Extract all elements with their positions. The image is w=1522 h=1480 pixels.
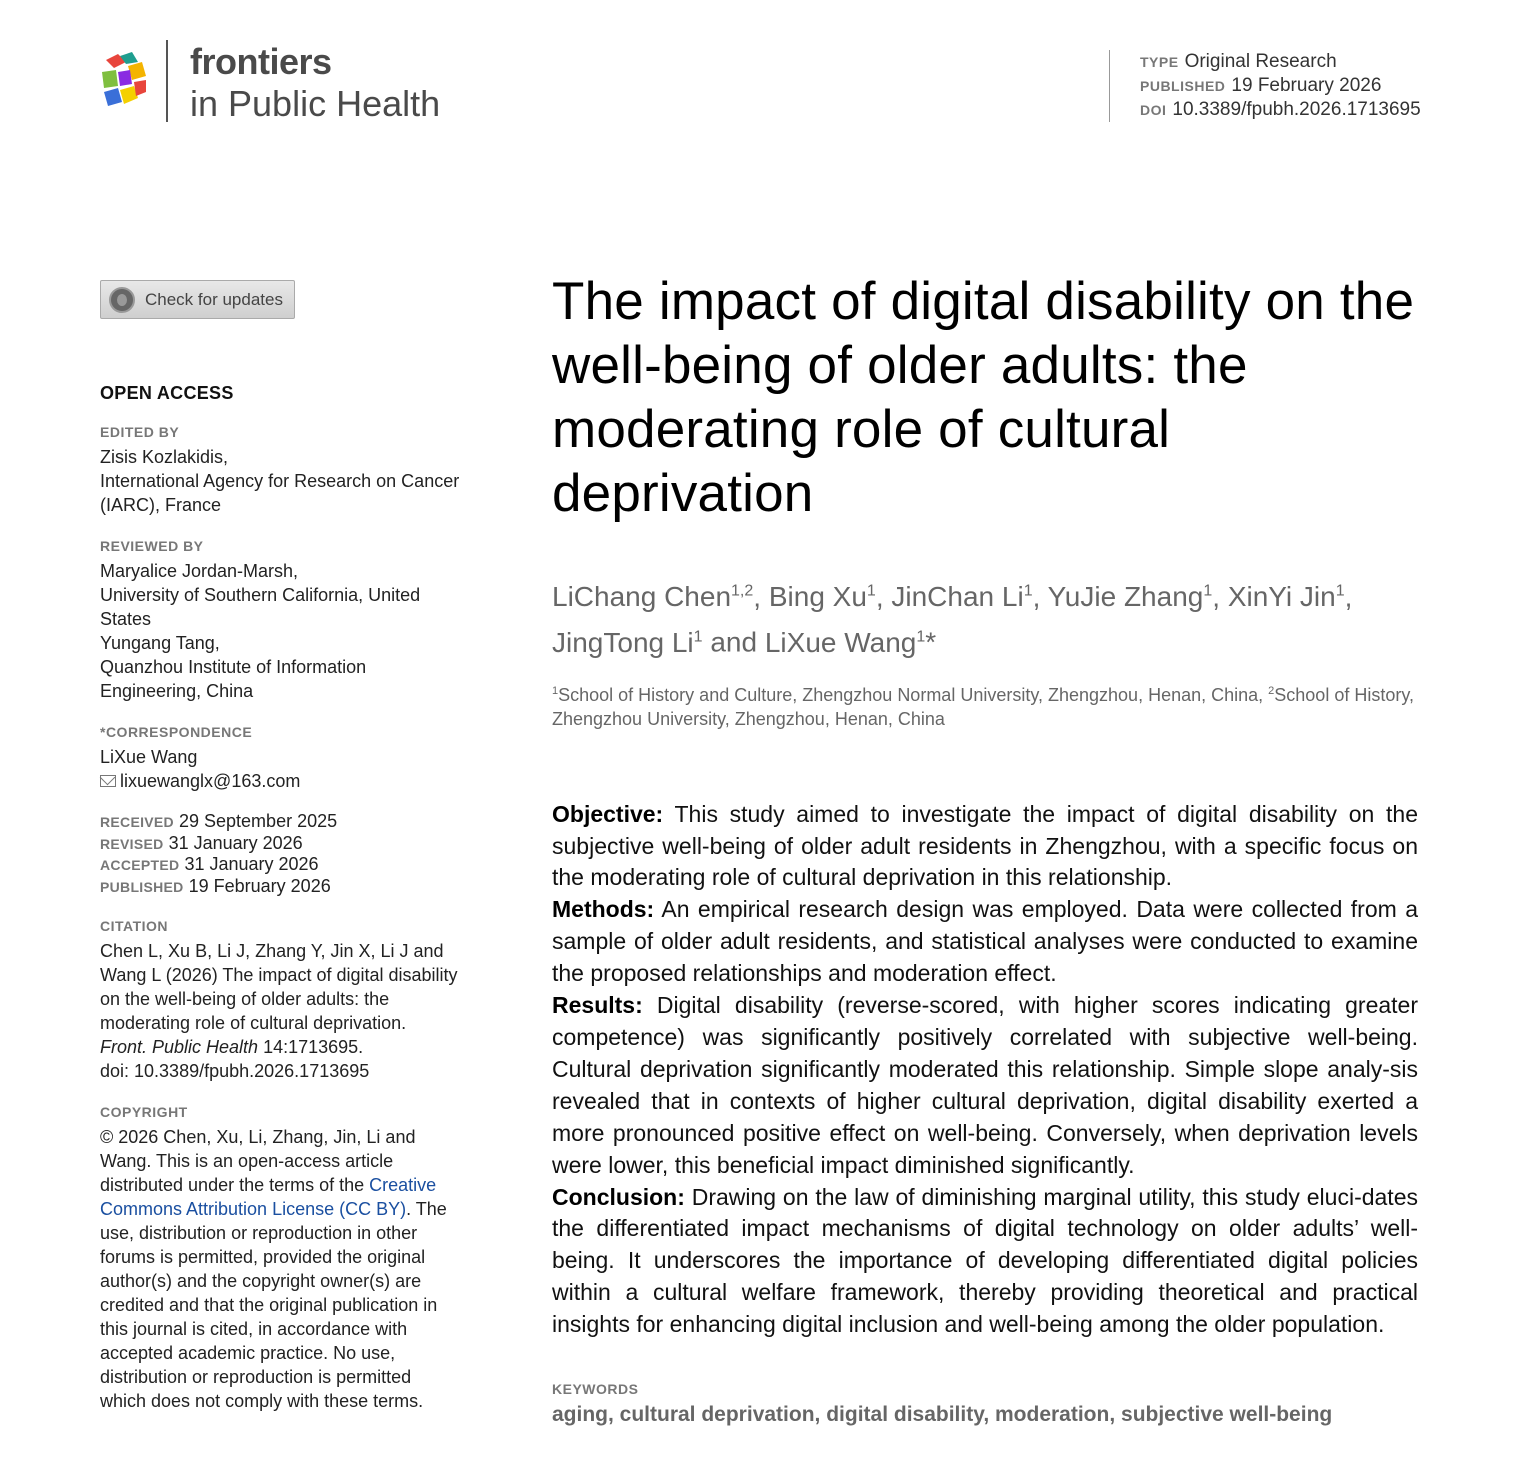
- author[interactable]: [891, 581, 1032, 612]
- author-affil-sup: 1: [1023, 583, 1033, 600]
- type-row: [1140, 50, 1509, 74]
- date-value: 19 February 2026: [188, 875, 331, 896]
- author-name: LiChang Chen: [552, 581, 732, 613]
- doi-value[interactable]: 10.3389/fpubh.2026.1713695: [1172, 99, 1421, 120]
- doi-label: DOI: [1140, 102, 1167, 118]
- affil-text: School of History, Zhengzhou University, Zhengzhou, Henan, China: [552, 684, 1415, 729]
- published-label: PUBLISHED: [1140, 78, 1226, 94]
- check-for-updates-button[interactable]: [100, 280, 295, 319]
- correspondence-name: LiXue Wang: [100, 747, 198, 767]
- type-value: Original Research: [1184, 51, 1337, 72]
- copyright-text-rest: . The use, distribution or reproduction in other forums is permitted, provided the original author(s) and the copyright owner(s) are credited and that the original publication in this journal is cited, in accordance with accepted academic practice. No use, distribution or reproduction is permitted which does not comply with these terms.: [100, 1199, 447, 1411]
- author[interactable]: [552, 627, 703, 658]
- reviewer-affiliation: Quanzhou Institute of Information Engineering, China: [100, 657, 367, 701]
- published-value: 19 February 2026: [1231, 75, 1382, 96]
- author[interactable]: [769, 581, 876, 612]
- article-meta: [1109, 50, 1509, 122]
- author-name: JingTong Li: [552, 626, 694, 658]
- abstract-heading: Conclusion:: [552, 1183, 685, 1210]
- abstract-heading: Methods:: [552, 896, 655, 923]
- logo-divider: [166, 40, 168, 122]
- date-row: [100, 876, 460, 898]
- sidebar: [100, 280, 460, 1413]
- abstract-body: An empirical research design was employed. Data were collected from a sample of older adult residents, and statistical analyses were conducted to examine the proposed relationships and moderation effect.: [552, 896, 1418, 987]
- edited-by: [100, 445, 460, 517]
- abstract-body: This study aimed to investigate the impact of digital disability on the subjective well-being of older adult residents in Zhengzhou, with a specific focus on the moderating role of cultural deprivation in this relationship.: [552, 800, 1418, 891]
- author-name: XinYi Jin: [1227, 581, 1336, 613]
- correspondence-email[interactable]: lixuewanglx@163.com: [120, 771, 301, 791]
- correspondence: [100, 745, 460, 793]
- abstract-methods: [552, 894, 1418, 990]
- citation: [100, 939, 460, 1083]
- date-row: [100, 854, 460, 876]
- date-value: 31 January 2026: [168, 832, 303, 853]
- affil-text: School of History and Culture, Zhengzhou Normal University, Zhengzhou, Henan, China,: [558, 684, 1269, 705]
- author[interactable]: [765, 627, 925, 658]
- edited-by-label: EDITED BY: [100, 424, 180, 440]
- author-sep: ,: [1212, 581, 1228, 613]
- affiliations: [552, 679, 1418, 731]
- crossmark-icon: [109, 287, 135, 313]
- abstract-results: [552, 990, 1418, 1181]
- author-sep: and: [702, 626, 765, 658]
- author-name: LiXue Wang: [764, 626, 917, 658]
- article-dates: [100, 811, 460, 897]
- open-access-label: OPEN ACCESS: [100, 383, 234, 403]
- author-sep: ,: [875, 581, 892, 613]
- author-sep: ,: [753, 581, 769, 613]
- author-list: [552, 572, 1418, 663]
- author-sep: ,: [1032, 581, 1048, 613]
- abstract-conclusion: [552, 1182, 1418, 1342]
- author-sep: ,: [1344, 581, 1353, 613]
- editor-affiliation: International Agency for Research on Cancer (IARC), France: [100, 471, 460, 515]
- check-for-updates-label: Check for updates: [145, 289, 283, 309]
- author[interactable]: [552, 581, 753, 612]
- author-affil-sup: 1: [866, 583, 876, 600]
- keywords: aging, cultural deprivation, digital disability, moderation, subjective well-being: [552, 1403, 1333, 1427]
- author[interactable]: [1048, 581, 1213, 612]
- keywords-label: KEYWORDS: [552, 1381, 639, 1398]
- frontiers-cube-icon: [100, 52, 148, 110]
- abstract-heading: Objective:: [552, 800, 664, 827]
- author-name: Bing Xu: [768, 581, 867, 613]
- reviewer-name: Maryalice Jordan-Marsh,: [100, 561, 299, 581]
- reviewer-name: Yungang Tang,: [100, 633, 220, 653]
- author-name: YuJie Zhang: [1047, 581, 1204, 613]
- citation-label: CITATION: [100, 918, 169, 934]
- published-row: [1140, 74, 1509, 98]
- reviewer-affiliation: University of Southern California, United States: [100, 585, 421, 629]
- abstract-body: Drawing on the law of diminishing marginal utility, this study eluci-dates the differentiated impact mechanisms of digital technology on older adults’ well-being. It underscores the importance of developing differentiated digital policies within a cultural welfare framework, thereby providing theoretical and practical insights for enhancing digital inclusion and well-being among the older population.: [552, 1183, 1418, 1338]
- citation-journal: Front. Public Health: [100, 1037, 259, 1057]
- editor-name: Zisis Kozlakidis,: [100, 447, 229, 467]
- date-label: REVISED: [100, 835, 164, 852]
- author-affil-sup: 1: [693, 628, 703, 646]
- copyright-label: COPYRIGHT: [100, 1104, 188, 1120]
- affil-sup: 1: [552, 684, 559, 697]
- corresponding-marker: *: [925, 626, 937, 658]
- article-main: [552, 270, 1418, 1427]
- reviewed-by-label: REVIEWED BY: [100, 538, 204, 554]
- author-affil-sup: 1: [1203, 583, 1213, 600]
- citation-volume: 14:1713695.: [258, 1037, 364, 1057]
- correspondence-email-row[interactable]: [100, 769, 460, 793]
- author-affil-sup: 1: [1335, 583, 1345, 600]
- abstract-heading: Results:: [552, 992, 643, 1019]
- copyright: [100, 1125, 460, 1413]
- citation-doi[interactable]: doi: 10.3389/fpubh.2026.1713695: [100, 1061, 370, 1081]
- author-name: JinChan Li: [891, 581, 1024, 613]
- author[interactable]: [1228, 581, 1345, 612]
- author-affil-sup: 1: [916, 628, 926, 646]
- correspondence-label: *CORRESPONDENCE: [100, 724, 253, 740]
- date-value: 29 September 2025: [179, 811, 338, 831]
- date-row: [100, 833, 460, 855]
- affil-sup: 2: [1268, 684, 1275, 697]
- date-value: 31 January 2026: [184, 854, 319, 874]
- abstract-body: Digital disability (reverse-scored, with higher scores indicating greater competence) was significantly positively correlated with subjective well-being. Cultural deprivation significantly moderated this relationship. Simple slope analy-sis revealed that in contexts of higher cultural deprivation, digital disability exerted a more pronounced positive effect on well-being. Conversely, when deprivation levels were lower, this beneficial impact diminished significantly.: [552, 992, 1418, 1178]
- citation-text: Chen L, Xu B, Li J, Zhang Y, Jin X, Li J and Wang L (2026) The impact of digital disability on the well-being of older adults: the moderating role of cultural deprivation.: [100, 941, 458, 1033]
- journal-name: frontiers: [190, 41, 332, 82]
- mail-icon: [100, 775, 116, 787]
- date-label: RECEIVED: [100, 814, 174, 830]
- article-title: The impact of digital disability on the well-being of older adults: the moderating role of cultural deprivation: [552, 272, 1415, 523]
- copyright-text: © 2026 Chen, Xu, Li, Zhang, Jin, Li and Wang. This is an open-access article distributed under the terms of the: [100, 1127, 416, 1195]
- abstract: [552, 799, 1418, 1341]
- date-label: PUBLISHED: [100, 878, 184, 895]
- journal-logo[interactable]: [100, 40, 460, 124]
- cc-by-license-link[interactable]: Creative Commons Attribution License (CC BY): [100, 1175, 437, 1219]
- journal-subtitle: in Public Health: [190, 83, 441, 124]
- date-row: [100, 811, 460, 833]
- date-label: ACCEPTED: [100, 857, 180, 873]
- author-affil-sup: 1,2: [731, 583, 754, 600]
- doi-row: [1140, 98, 1509, 122]
- abstract-objective: [552, 799, 1418, 895]
- reviewed-by: [100, 559, 460, 703]
- type-label: TYPE: [1140, 54, 1179, 70]
